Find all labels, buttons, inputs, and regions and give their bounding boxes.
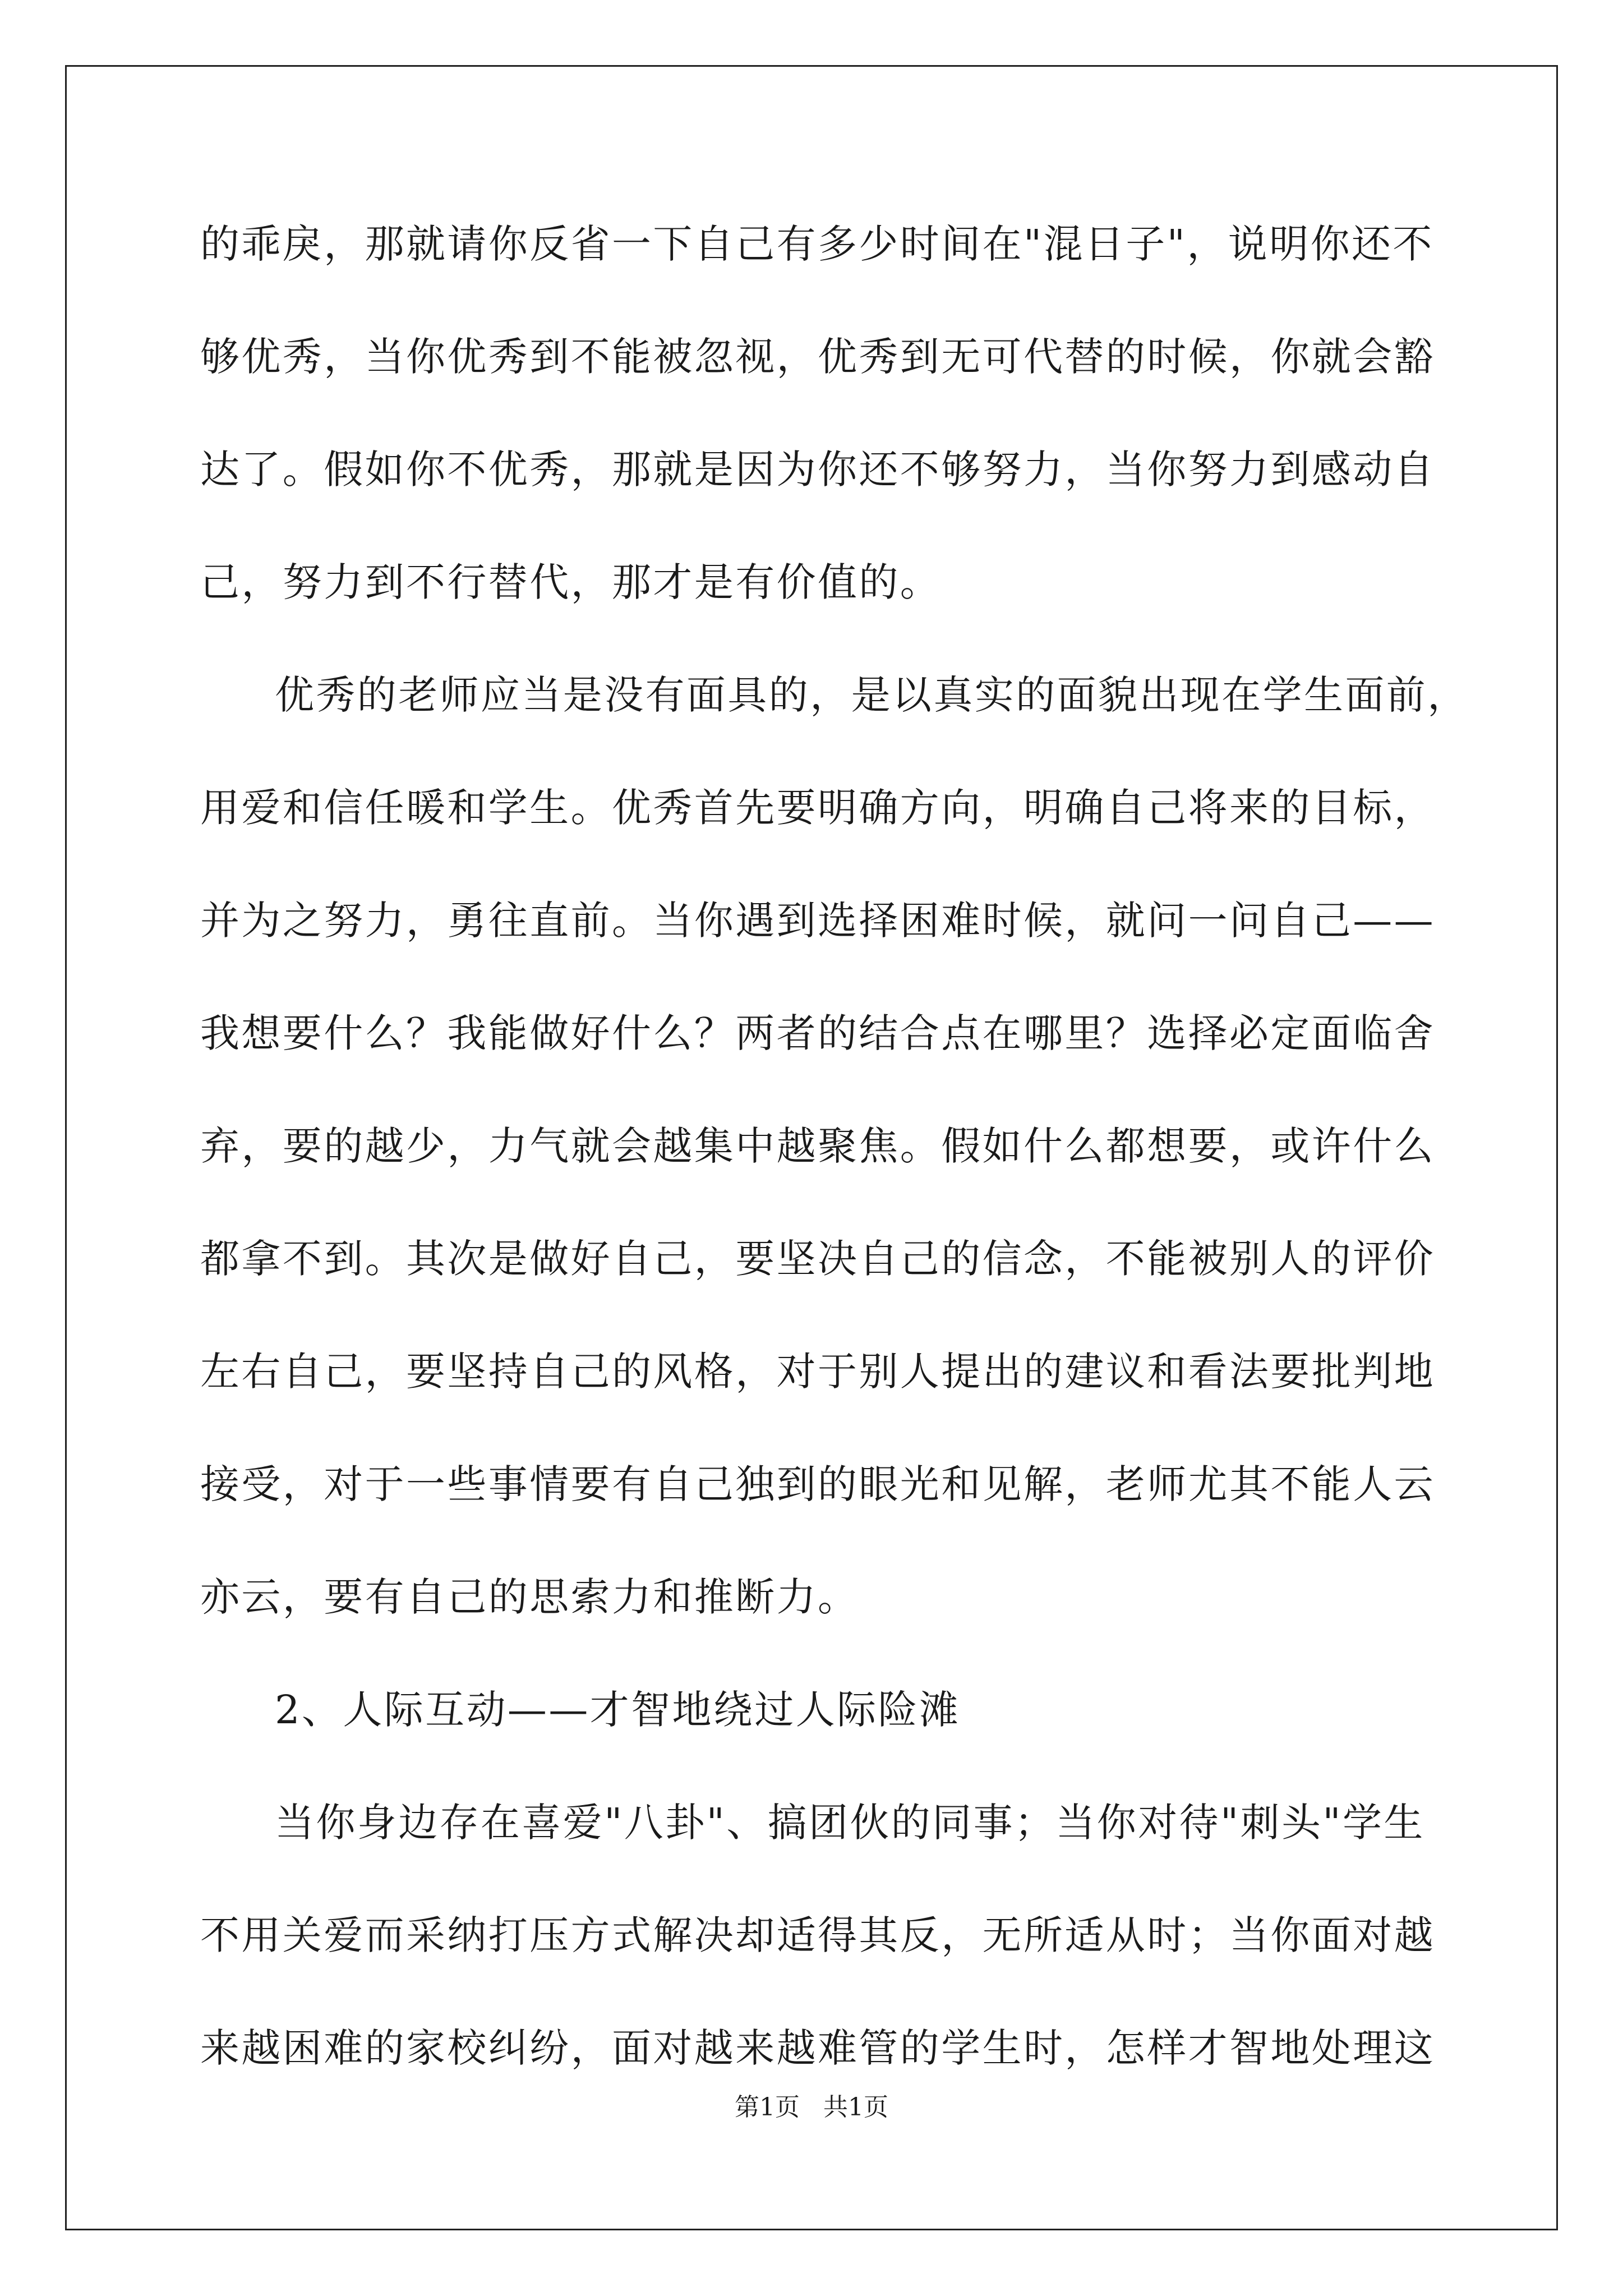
section-heading: 2、人际互动——才智地绕过人际险滩 (275, 1687, 961, 1733)
body-text-line: 左右自己，要坚持自己的风格，对于别人提出的建议和看法要批判地 (200, 1349, 1435, 1395)
body-text-line: 够优秀，当你优秀到不能被忽视，优秀到无可代替的时候，你就会豁 (200, 334, 1435, 380)
paragraph-first-line: 当你身边存在喜爱"八卦"、搞团伙的同事；当你对待"刺头"学生 (275, 1800, 1425, 1846)
paragraph-first-line: 优秀的老师应当是没有面具的，是以真实的面貌出现在学生面前， (275, 672, 1469, 718)
body-text-line: 弃，要的越少，力气就会越集中越聚焦。假如什么都想要，或许什么 (200, 1123, 1435, 1169)
page-footer: 第1页 共1页 (735, 2093, 888, 2122)
body-text-line: 己，努力到不行替代，那才是有价值的。 (200, 559, 942, 605)
body-text-line: 接受，对于一些事情要有自己独到的眼光和见解，老师尤其不能人云 (200, 1461, 1435, 1507)
body-text-line: 都拿不到。其次是做好自己，要坚决自己的信念，不能被别人的评价 (200, 1236, 1435, 1282)
body-text-line: 来越困难的家校纠纷，面对越来越难管的学生时，怎样才智地处理这 (200, 2025, 1435, 2071)
body-text-line: 我想要什么？我能做好什么？两者的结合点在哪里？选择必定面临舍 (200, 1010, 1435, 1056)
body-text-line: 并为之努力，勇往直前。当你遇到选择困难时候，就问一问自己—— (200, 898, 1435, 944)
body-text-line: 达了。假如你不优秀，那就是因为你还不够努力，当你努力到感动自 (200, 447, 1435, 493)
body-text-line: 的乖戾，那就请你反省一下自己有多少时间在"混日子"，说明你还不 (200, 221, 1434, 267)
body-text-line: 亦云，要有自己的思索力和推断力。 (200, 1574, 859, 1620)
body-text-line: 用爱和信任暖和学生。优秀首先要明确方向，明确自己将来的目标， (200, 785, 1435, 831)
body-text-line: 不用关爱而采纳打压方式解决却适得其反，无所适从时；当你面对越 (200, 1912, 1435, 1958)
